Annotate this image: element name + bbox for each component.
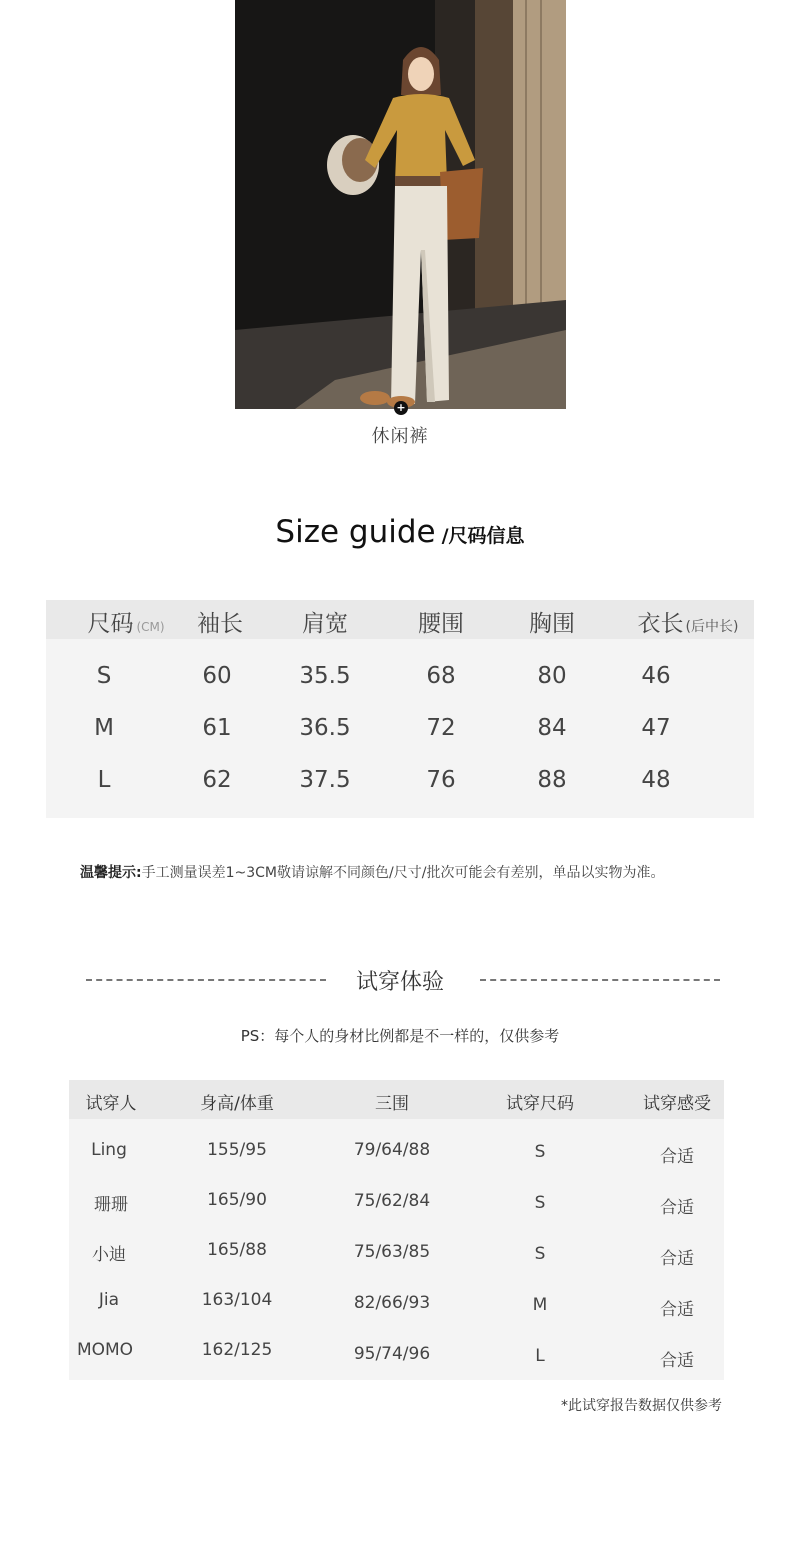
height-weight-cell: 155/95: [207, 1140, 267, 1160]
header-cell-size: 尺码 (CM): [87, 611, 165, 637]
header-cell-length: 衣长 (后中长): [637, 611, 739, 637]
fit-cell: 合适: [660, 1147, 694, 1167]
shoulder-cell: 36.5: [299, 715, 351, 741]
header-cell-fit: 试穿感受: [643, 1094, 711, 1114]
fit-cell: 合适: [660, 1300, 694, 1320]
size-cell: M: [94, 715, 114, 741]
length-cell: 48: [641, 767, 671, 793]
tester-cell: 珊珊: [94, 1195, 128, 1215]
waist-cell: 76: [426, 767, 456, 793]
measurements-cell: 75/62/84: [353, 1191, 431, 1211]
height-weight-cell: 165/90: [207, 1190, 267, 1210]
expand-marker-icon[interactable]: +: [394, 401, 408, 415]
product-photo: [235, 0, 566, 409]
tryon-table: [69, 1080, 724, 1380]
measurements-cell: 82/66/93: [353, 1293, 431, 1313]
tester-cell: Ling: [91, 1140, 127, 1160]
header-cell-waist: 腰围: [418, 611, 464, 637]
waist-cell: 68: [426, 663, 456, 689]
size-tried-cell: S: [534, 1142, 546, 1162]
measurements-cell: 79/64/88: [353, 1140, 431, 1160]
sleeve-cell: 61: [202, 715, 232, 741]
measurement-notice: [80, 862, 664, 882]
size-guide-heading: [0, 514, 800, 550]
tester-cell: Jia: [98, 1290, 120, 1310]
bust-cell: 80: [537, 663, 567, 689]
size-guide-title-en: Size guide: [275, 514, 436, 550]
sleeve-cell: 60: [202, 663, 232, 689]
header-cell-measurements: 三围: [375, 1094, 409, 1114]
product-caption: 休闲裤: [371, 426, 429, 447]
size-tried-cell: L: [535, 1346, 545, 1366]
tester-cell: MOMO: [76, 1340, 134, 1360]
size-tried-cell: S: [534, 1244, 546, 1264]
fit-cell: 合适: [660, 1249, 694, 1269]
measurements-cell: 95/74/96: [353, 1344, 431, 1364]
tryon-ps-note: PS：每个人的身材比例都是不一样的，仅供参考: [240, 1027, 560, 1045]
bust-cell: 88: [537, 767, 567, 793]
height-weight-cell: 163/104: [201, 1290, 273, 1310]
size-tried-cell: S: [534, 1193, 546, 1213]
notice-label: 温馨提示:: [80, 865, 142, 881]
fit-cell: 合适: [660, 1198, 694, 1218]
size-table: [46, 600, 754, 818]
size-guide-title-zh: /尺码信息: [441, 525, 525, 547]
waist-cell: 72: [426, 715, 456, 741]
header-cell-sleeve: 袖长: [197, 611, 243, 637]
tryon-footnote: *此试穿报告数据仅供参考: [561, 1398, 722, 1414]
header-cell-bust: 胸围: [529, 611, 575, 637]
sleeve-cell: 62: [202, 767, 232, 793]
height-weight-cell: 162/125: [201, 1340, 273, 1360]
tryon-title: 试穿体验: [355, 970, 444, 995]
length-cell: 46: [641, 663, 671, 689]
tryon-table-header: [69, 1080, 724, 1119]
size-tried-cell: M: [532, 1295, 548, 1315]
length-cell: 47: [641, 715, 671, 741]
fit-cell: 合适: [660, 1351, 694, 1371]
size-cell: L: [97, 767, 111, 793]
header-cell-tester: 试穿人: [85, 1094, 137, 1114]
size-cell: S: [96, 663, 112, 689]
shoulder-cell: 35.5: [299, 663, 351, 689]
header-cell-size-tried: 试穿尺码: [506, 1094, 574, 1114]
header-cell-height-weight: 身高/体重: [200, 1094, 274, 1114]
tester-cell: 小迪: [92, 1245, 126, 1265]
header-cell-shoulder: 肩宽: [302, 611, 348, 637]
height-weight-cell: 165/88: [207, 1240, 267, 1260]
bust-cell: 84: [537, 715, 567, 741]
notice-text: 手工测量误差1~3CM敬请谅解不同颜色/尺寸/批次可能会有差别，单品以实物为准。: [141, 865, 665, 881]
measurements-cell: 75/63/85: [353, 1242, 431, 1262]
shoulder-cell: 37.5: [299, 767, 351, 793]
size-table-header: [46, 600, 754, 639]
